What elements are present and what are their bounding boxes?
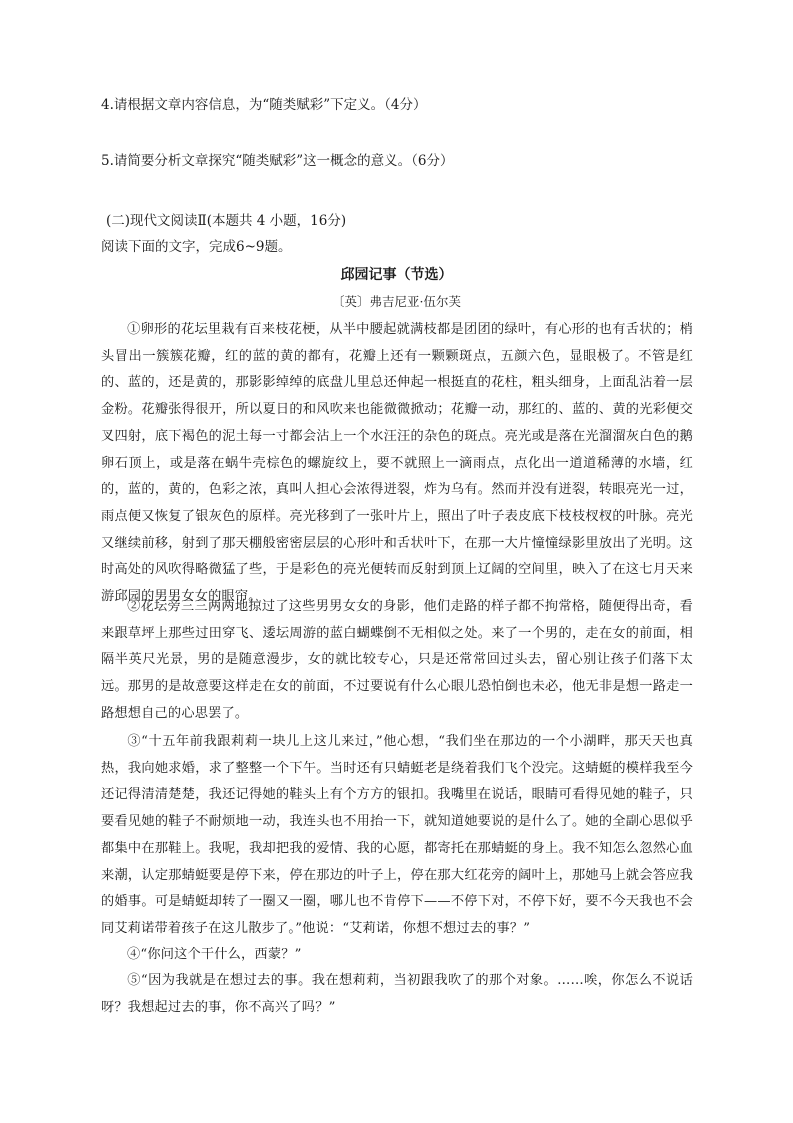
paragraph-text: ③“十五年前我跟莉莉一块儿上这儿来过，”他心想，“我们坐在那边的一个小湖畔，那天天也真热，我向她求婚，求了整整一个下午。当时还有只蜻蜓老是绕着我们飞个没完。这蜻蜓的模样我至今还记得清清楚楚，我还记得她的鞋头上有个方方的银扣。我嘴里在说话，眼睛可看得见她的鞋子，只要看见她的鞋子不耐烦地一动，我连头也不用抬一下，就知道她要说的是什么了。她的全副心思似乎都集中在那鞋上。我呢，我却把我的爱情、我的心愿，都寄托在那蜻蜓的身上。我不知怎么忽然心血来潮，认定那蜻蜓要是停下来，停在那边的叶子上，停在那大红花旁的阔叶上，那她马上就会答应我的婚事。可是蜻蜓却转了一圈又一圈，哪儿也不肯停下——不停下对，不停下好，要不今天我也不会同艾莉诺带着孩子在这儿散步了。”他说：“艾莉诺，你想不想过去的事？” [101, 734, 693, 936]
paragraph-text: ①卵形的花坛里栽有百来枝花梗，从半中腰起就满枝都是团团的绿叶，有心形的也有舌状的；梢头冒出一簇簇花瓣，红的蓝的黄的都有，花瓣上还有一颗颗斑点，五颜六色，显眼极了。不管是红的、蓝的，还是黄的，那影影绰绰的底盘儿里总还伸起一根挺直的花柱，粗头细身，上面乱沾着一层金粉。花瓣张得很开，所以夏日的和风吹来也能微微掀动；花瓣一动，那红的、蓝的、黄的光彩便交叉四射，底下褐色的泥土每一寸都会沾上一个水汪汪的杂色的斑点。亮光或是落在光溜溜灰白色的鹅卵石顶上，或是落在蜗牛壳棕色的螺旋纹上，要不就照上一滴雨点，点化出一道道稀薄的水墙，红的，蓝的，黄的，色彩之浓，真叫人担心会浓得迸裂，炸为乌有。然而并没有迸裂，转眼亮光一过，雨点便又恢复了银灰色的原样。亮光移到了一张叶片上，照出了叶子表皮底下枝枝杈杈的叶脉。亮光又继续前移，射到了那天棚般密密层层的心形叶和舌状叶下，在那一大片憧憧绿影里放出了光明。这时高处的风吹得略微猛了些，于是彩色的亮光便转而反射到顶上辽阔的空间里，映入了在这七月天来游邱园的男男女女的眼帘。 [101, 322, 693, 605]
question-5: 5.请简要分析文章探究“随类赋彩”这一概念的意义。（6分） [101, 153, 454, 169]
paragraph-text: ④“你问这个干什么，西蒙？” [127, 947, 302, 962]
reading-instruction: 阅读下面的文字，完成6~9题。 [101, 239, 292, 255]
paragraph-text: ②花坛旁三三两两地掠过了这些男男女女的身影，他们走路的样子都不拘常格，随便得出奇，看来跟草坪上那些过田穿飞、逶坛周游的蓝白蝴蝶倒不无相似之处。来了一个男的，走在女的前面，相隔半英尺光景，男的是随意漫步，女的就比较专心，只是还常常回过头去，留心别让孩子们落下太远。那男的是故意要这样走在女的前面，不过要说有什么心眼儿恐怕倒也未必，他无非是想一路走一路想想自己的心思罢了。 [101, 599, 693, 721]
article-author: 〔英〕弗吉尼亚·伍尔芙 [332, 294, 461, 309]
paragraph-text: ⑤“因为我就是在想过去的事。我在想莉莉，当初跟我吹了的那个对象。……唉，你怎么不说话呀？我想起过去的事，你不高兴了吗？” [101, 973, 693, 1015]
article-paragraph-2 [101, 594, 693, 728]
article-title: 邱园记事（节选） [340, 267, 453, 283]
article-paragraph-1 [101, 317, 693, 611]
article-paragraph-4 [101, 942, 693, 969]
article-paragraph-5 [101, 968, 693, 1021]
question-4: 4.请根据文章内容信息，为“随类赋彩”下定义。（4分） [101, 97, 427, 113]
section-heading: (二)现代文阅读Ⅱ(本题共 4 小题，16分) [106, 213, 347, 229]
article-paragraph-3 [101, 729, 693, 943]
